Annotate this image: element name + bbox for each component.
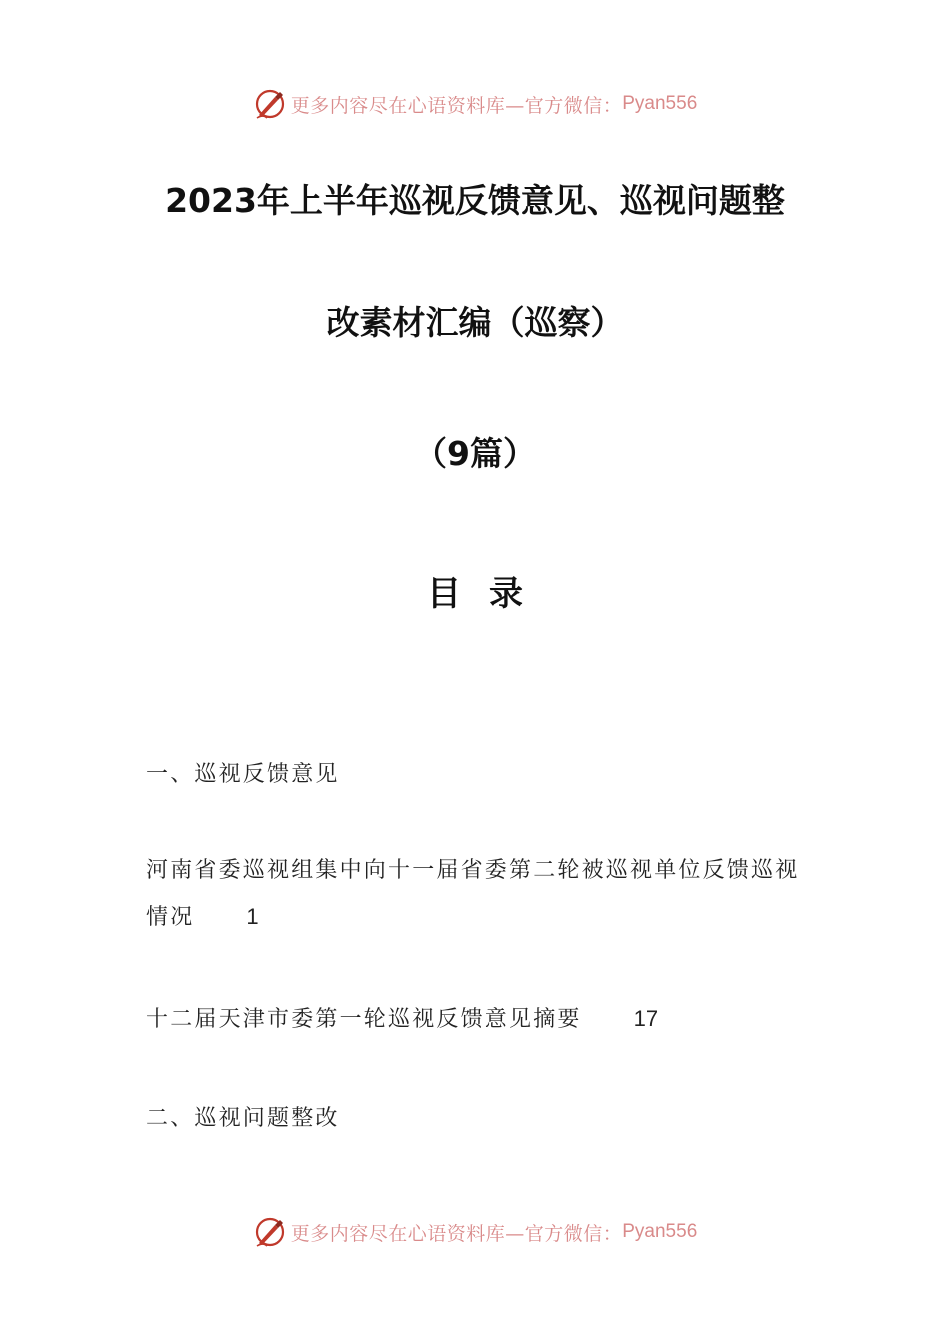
- watermark-handle: Pyan556: [622, 1221, 698, 1242]
- toc-section-1: 一、巡视反馈意见: [146, 762, 340, 787]
- header-watermark: [0, 84, 950, 124]
- document-title-line-1: 2023年上半年巡视反馈意见、巡视问题整: [165, 181, 785, 220]
- watermark-handle: Pyan556: [622, 93, 698, 114]
- toc-entry: [146, 848, 816, 941]
- watermark-text: 更多内容尽在心语资料库—官方微信：: [290, 94, 623, 117]
- toc-entry-text: 十二届天津市委第一轮巡视反馈意见摘要: [146, 1007, 582, 1032]
- toc-heading: 目录: [427, 574, 551, 614]
- toc-section-2: 二、巡视问题整改: [146, 1106, 340, 1131]
- document-title-line-2: 改素材汇编（巡察）: [326, 303, 624, 342]
- footer-watermark: [0, 1212, 950, 1252]
- toc-entry-page: 17: [633, 1006, 659, 1031]
- toc-entry-text: 河南省委巡视组集中向十一届省委第二轮被巡视单位反馈巡视情况: [146, 858, 800, 930]
- document-subtitle-count: （9篇）: [414, 434, 536, 473]
- watermark-text: 更多内容尽在心语资料库—官方微信：: [290, 1222, 623, 1245]
- pen-logo-icon: [253, 1215, 287, 1249]
- toc-entry: [146, 996, 816, 1043]
- pen-logo-icon: [253, 87, 287, 121]
- toc-entry-page: 1: [246, 904, 259, 929]
